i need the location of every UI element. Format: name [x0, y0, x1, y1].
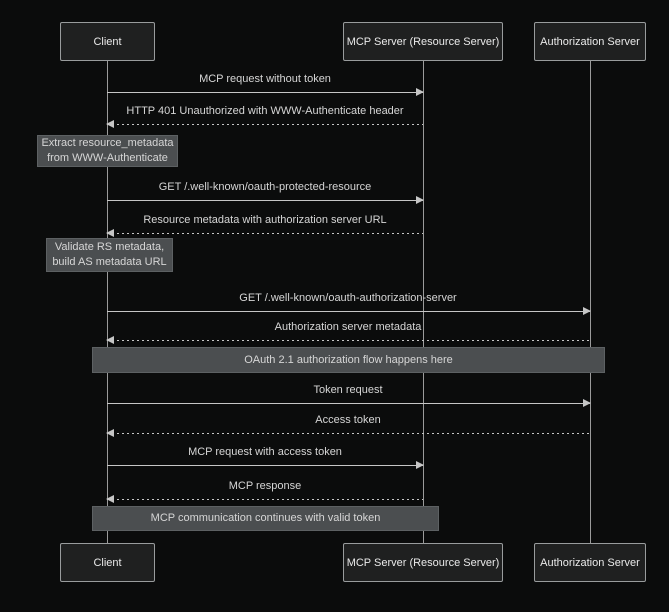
arrowhead-left-icon [106, 429, 114, 437]
message-arrow-solid [107, 200, 423, 201]
note-line: Validate RS metadata, [54, 241, 165, 253]
note-line: OAuth 2.1 authorization flow happens here [244, 353, 453, 366]
message-label: MCP request with access token [188, 446, 342, 458]
participant-label: MCP Server (Resource Server) [346, 556, 500, 569]
participant-client-bottom [60, 543, 155, 582]
message-arrow-solid [107, 465, 423, 466]
message-arrow-dashed [107, 233, 423, 234]
arrowhead-left-icon [106, 495, 114, 503]
participant-label: Client [93, 556, 122, 569]
note-oauth-flow [92, 347, 605, 373]
note-line: MCP communication continues with valid token [150, 512, 381, 524]
message-label: MCP request without token [199, 73, 331, 85]
note-line: Extract resource_metadata [41, 137, 174, 149]
arrowhead-right-icon [583, 307, 591, 315]
participant-mcp-server-top [343, 22, 503, 61]
participant-label: MCP Server (Resource Server) [346, 35, 500, 48]
message-arrow-dashed [107, 124, 423, 125]
message-label: Resource metadata with authorization server URL [143, 214, 387, 226]
arrowhead-left-icon [106, 229, 114, 237]
arrowhead-right-icon [416, 88, 424, 96]
arrowhead-left-icon [106, 120, 114, 128]
message-label: GET /.well-known/oauth-protected-resource [158, 181, 372, 193]
message-label: Authorization server metadata [274, 321, 422, 333]
message-arrow-solid [107, 311, 590, 312]
arrowhead-right-icon [416, 461, 424, 469]
message-arrow-solid [107, 403, 590, 404]
lifeline-auth-server [590, 61, 591, 543]
message-arrow-solid [107, 92, 423, 93]
arrowhead-right-icon [583, 399, 591, 407]
note-line: from WWW-Authenticate [47, 152, 168, 164]
note-mcp-communication [92, 506, 439, 531]
message-label: Token request [313, 384, 383, 396]
participant-label: Authorization Server [540, 35, 640, 48]
message-arrow-dashed [107, 433, 590, 434]
participant-label: Client [93, 35, 122, 48]
participant-client-top [60, 22, 155, 61]
note-extract-resource-metadata [37, 135, 178, 167]
message-label: GET /.well-known/oauth-authorization-server [239, 292, 457, 304]
note-validate-rs-metadata [46, 238, 173, 272]
participant-label: Authorization Server [540, 556, 640, 569]
participant-mcp-server-bottom [343, 543, 503, 582]
note-line: build AS metadata URL [52, 256, 167, 268]
message-label: Access token [315, 414, 381, 426]
participant-auth-server-top [534, 22, 646, 61]
arrowhead-left-icon [106, 336, 114, 344]
message-label: HTTP 401 Unauthorized with WWW-Authenticate header [126, 105, 404, 117]
message-label: MCP response [228, 480, 302, 492]
message-arrow-dashed [107, 499, 423, 500]
lifeline-client [107, 61, 108, 543]
arrowhead-right-icon [416, 196, 424, 204]
message-arrow-dashed [107, 340, 590, 341]
participant-auth-server-bottom [534, 543, 646, 582]
